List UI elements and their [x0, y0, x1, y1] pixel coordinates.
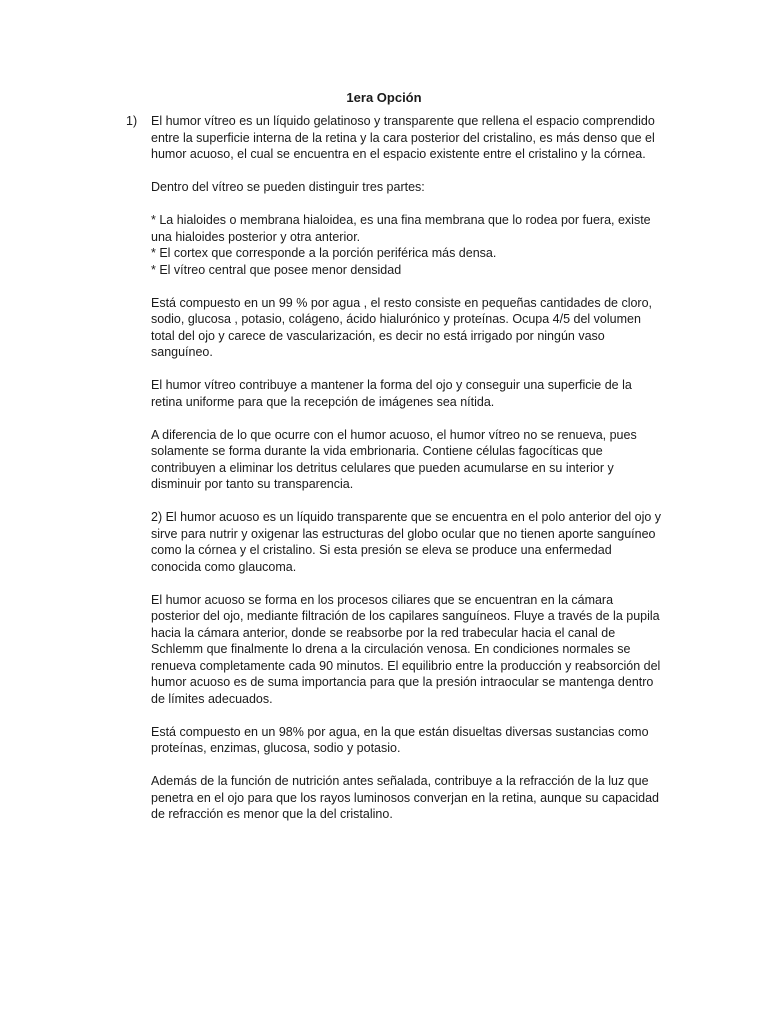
paragraph-vitreous-definition: El humor vítreo es un líquido gelatinoso y transparente que rellena el espacio comprendido entre la superficie interna de la retina y la cara posterior del cristalino, es más denso que el humor acuoso, el cual se encuentra en el espacio existente entre el cristalino y la córnea.: [151, 114, 655, 161]
paragraph-vitreous-function: El humor vítreo contribuye a mantener la forma del ojo y conseguir una superficie de la retina uniforme para que la recepción de imágenes sea nítida.: [151, 378, 632, 409]
paragraph-aqueous-definition: 2) El humor acuoso es un líquido transparente que se encuentra en el polo anterior del ojo y sirve para nutrir y oxigenar las estructuras del globo ocular que no tienen aporte sanguíneo como la córnea y el cristalino. Si esta presión se eleva se produce una enfermedad conocida como glaucoma.: [151, 510, 662, 574]
list-item-hialoides: * La hialoides o membrana hialoidea, es una fina membrana que lo rodea por fuera, existe una hialoides posterior y otra anterior.: [151, 213, 651, 244]
list-item-vitreo-central: * El vítreo central que posee menor densidad: [151, 262, 402, 277]
paragraph-aqueous-formation: El humor acuoso se forma en los procesos ciliares que se encuentran en la cámara posterior del ojo, mediante filtración de los capilares sanguíneos. Fluye a través de la pupila hacia la cámara anterior, donde se reabsorbe por la red trabecular hacia el canal de Schlemm que finalmente lo drena a la circulación venosa. En condiciones normales se renueva completamente cada 90 minutos. El equilibrio entre la producción y reabsorción del humor acuoso es de suma importancia para que la presión intraocular se mantenga dentro de límites adecuados.: [151, 592, 661, 706]
paragraph-aqueous-composition: Está compuesto en un 98% por agua, en la que están disueltas diversas sustancias como proteínas, enzimas, glucosa, sodio y potasio.: [151, 724, 649, 755]
paragraph-aqueous-refraction: Además de la función de nutrición antes señalada, contribuye a la refracción de la luz que penetra en el ojo para que los rayos luminosos converjan en la retina, aunque su capacidad de refracción es menor que la del cristalino.: [151, 774, 659, 821]
paragraph-vitreous-renewal: A diferencia de lo que ocurre con el humor acuoso, el humor vítreo no se renueva, pues solamente se forma durante la vida embrionaria. Contiene células fagocíticas que contribuyen a eliminar los detritus celulares que pueden acumularse en su interior y disminuir por tanto su transparencia.: [151, 427, 637, 491]
list-item-cortex: * El cortex que corresponde a la porción periférica más densa.: [151, 246, 497, 260]
paragraph-vitreous-parts-intro: Dentro del vítreo se pueden distinguir tres partes:: [151, 180, 425, 194]
paragraph-vitreous-composition: Está compuesto en un 99 % por agua , el resto consiste en pequeñas cantidades de cloro, sodio, glucosa , potasio, colágeno, ácido hialurónico y proteínas. Ocupa 4/5 del volumen total del ojo y carece de vascularización, es decir no está irrigado por ningún vaso sanguíneo.: [151, 295, 653, 359]
list-item-number: 1): [126, 114, 138, 128]
document-body: [151, 113, 663, 839]
document-title: 1era Opción: [346, 90, 422, 105]
